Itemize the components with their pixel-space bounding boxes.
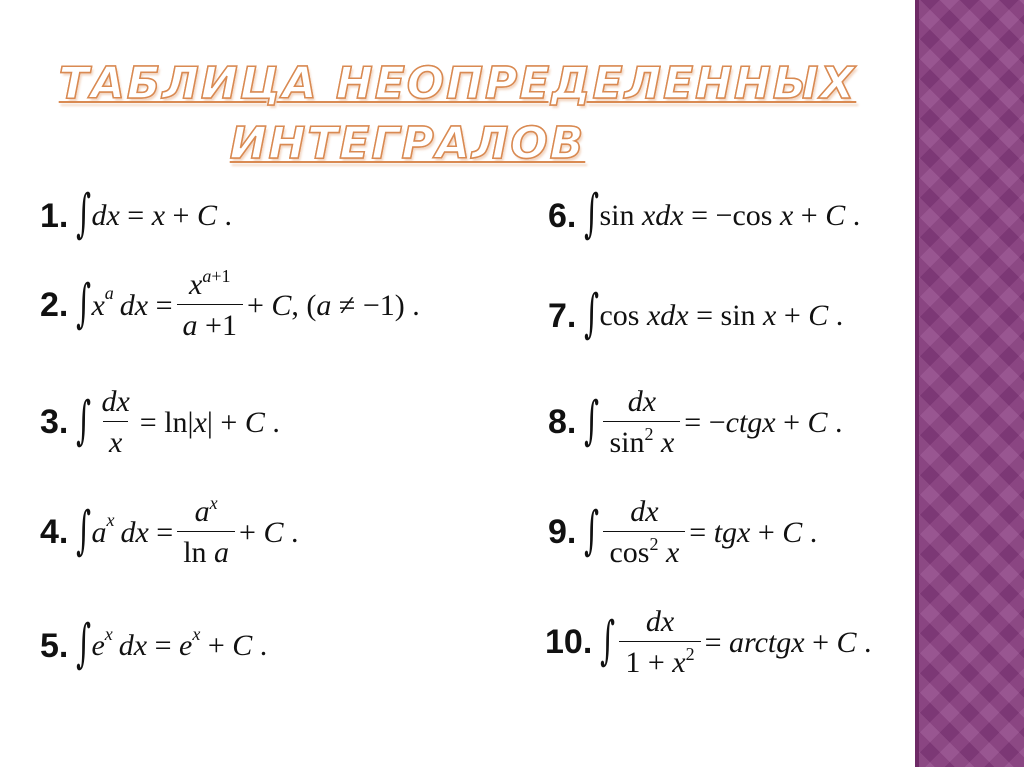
slide-title-line2: ИНТЕГРАЛОВ bbox=[229, 118, 586, 169]
formula-number: 7. bbox=[548, 296, 577, 335]
decorative-side-band bbox=[915, 0, 1024, 767]
formula-number: 1. bbox=[40, 196, 69, 235]
formula-number: 3. bbox=[40, 403, 69, 441]
formula-8: 8. ∫ $\frac{dx}{\sin^2 x}$ = − ctgx + C . bbox=[548, 385, 843, 459]
formula-number: 8. bbox=[548, 403, 577, 441]
formula-4: 4. ∫ a $^x$ dx = $\frac{a^x}{\text{ln a}}$ + C . bbox=[40, 493, 299, 569]
formula-number: 4. bbox=[40, 513, 69, 551]
formula-number: 10. bbox=[545, 623, 593, 661]
formula-number: 5. bbox=[40, 626, 69, 665]
formula-7: 7. ∫ cos xdx = sin x + C . bbox=[548, 284, 844, 344]
formula-9: 9. ∫ $\frac{dx}{\cos^2 x}$ = tgx + C . bbox=[548, 495, 818, 569]
formula-1: 1. ∫ dx = x + C . bbox=[40, 184, 232, 244]
formula-3: 3. ∫ $\frac{dx}{x}$ = ln| x | + C . bbox=[40, 385, 280, 459]
formula-number: 9. bbox=[548, 513, 577, 551]
formula-5: 5. ∫ e $^x$ dx = e $^x$ + C . bbox=[40, 614, 268, 674]
formula-10: 10. ∫ $\frac{dx}{1 + x^2}$ = arctgx + C . bbox=[545, 605, 872, 679]
formula-number: 2. bbox=[40, 286, 69, 324]
formula-6: 6. ∫ sin xdx = −cos x + C . bbox=[548, 184, 861, 244]
slide-title-line1: ТАБЛИЦА НЕОПРЕДЕЛЕННЫХ bbox=[58, 58, 857, 109]
formula-number: 6. bbox=[548, 196, 577, 235]
formula-2: 2. ∫ x $^a$ dx = $\frac{x^{a+1}}{a +1}$ + C , ( a ≠ −1) . bbox=[40, 266, 420, 342]
